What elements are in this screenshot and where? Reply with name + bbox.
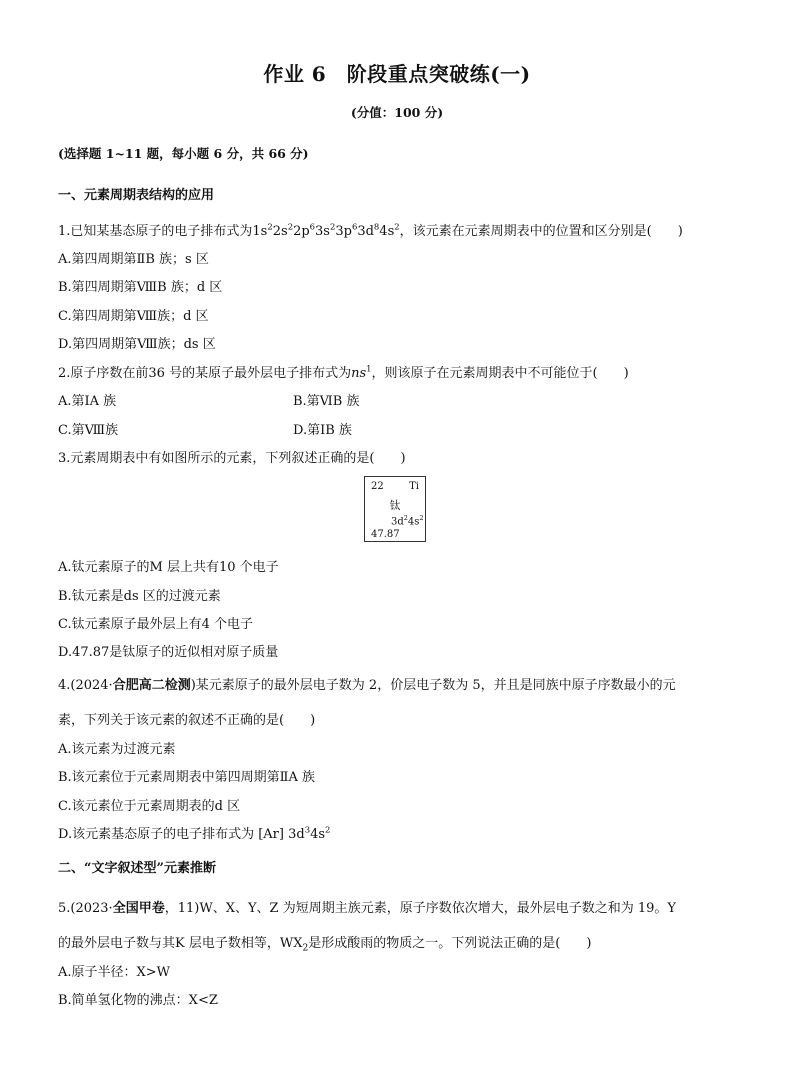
question-3-stem: 3.元素周期表中有如图所示的元素，下列叙述正确的是( ) bbox=[58, 451, 406, 466]
q4-option-d: D.该元素基态原子的电子排布式为 [Ar] $3d^34s^2$ bbox=[58, 824, 331, 842]
q1-option-d: D.第四周期第Ⅷ族；ds 区 bbox=[58, 337, 216, 352]
tile-name: 钛 bbox=[389, 499, 401, 512]
q4-option-b: B.该元素位于元素周期表中第四周期第ⅡA 族 bbox=[58, 770, 316, 785]
q4-source: 合肥高二检测 bbox=[112, 678, 191, 693]
q3-option-d: D.47.87是钛原子的近似相对原子质量 bbox=[58, 645, 279, 660]
q3-option-c: C.钛元素原子最外层上有4 个电子 bbox=[58, 617, 254, 632]
tile-configuration: $3d^24s^2$ bbox=[391, 514, 424, 528]
question-4-stem-continued: 素，下列关于该元素的叙述不正确的是( ) bbox=[58, 713, 316, 728]
q2-option-a: A.第ⅠA 族 bbox=[58, 394, 117, 409]
page-title: 作业 6 阶段重点突破练(一) bbox=[263, 62, 531, 86]
q4-option-c: C.该元素位于元素周期表的d 区 bbox=[58, 799, 241, 814]
q4-option-a: A.该元素为过渡元素 bbox=[58, 742, 176, 757]
q2-option-c: C.第Ⅷ族 bbox=[58, 423, 119, 438]
q2-option-b: B.第ⅥB 族 bbox=[293, 394, 360, 409]
question-4-stem: 4.(2024·合肥高二检测)某元素原子的最外层电子数为 2，价层电子数为 5，并且是同族中原子序数最小的元 bbox=[58, 678, 676, 693]
q5-option-b: B.简单氢化物的沸点：X<Z bbox=[58, 993, 218, 1008]
question-2-stem: 2.原子序数在前36 号的某原子最外层电子排布式为$ns^1$，则该原子在元素周期表中不可能位于( ) bbox=[58, 363, 629, 381]
q1-option-a: A.第四周期第ⅡB 族；s 区 bbox=[58, 252, 209, 267]
section-heading-1: 一、元素周期表结构的应用 bbox=[58, 188, 215, 203]
tile-symbol: Ti bbox=[409, 481, 419, 492]
q5-source: 全国甲卷 bbox=[112, 901, 165, 916]
element-tile bbox=[364, 476, 426, 542]
question-5-stem-continued: 的最外层电子数与其K 层电子数相等，$WX_2$是形成酸雨的物质之一。下列说法正确的是( ) bbox=[58, 936, 592, 954]
q1-option-c: C.第四周期第Ⅷ族；d 区 bbox=[58, 309, 209, 324]
score-note: (分值：100 分) bbox=[350, 105, 444, 120]
q5-option-a: A.原子半径：X>W bbox=[58, 965, 171, 980]
q3-option-a: A.钛元素原子的M 层上共有10 个电子 bbox=[58, 560, 279, 575]
q1-option-b: B.第四周期第ⅧB 族；d 区 bbox=[58, 280, 223, 295]
section-heading-2: 二、“文字叙述型”元素推断 bbox=[58, 861, 216, 876]
tile-mass: 47.87 bbox=[371, 529, 400, 540]
q3-option-b: B.钛元素是ds 区的过渡元素 bbox=[58, 589, 221, 604]
tile-atomic-number: 22 bbox=[371, 481, 384, 492]
question-1-stem: 1.已知某基态原子的电子排布式为$1s^22s^22p^63s^23p^63d^84s^2$，该元素在元素周期表中的位置和区分别是( ) bbox=[58, 221, 683, 239]
question-5-stem: 5.(2023·全国甲卷，11)W、X、Y、Z 为短周期主族元素，原子序数依次增大，最外层电子数之和为 19。Y bbox=[58, 901, 676, 916]
q2-option-d: D.第ⅠB 族 bbox=[293, 423, 352, 438]
instructions: (选择题 1~11 题，每小题 6 分，共 66 分) bbox=[58, 146, 309, 161]
